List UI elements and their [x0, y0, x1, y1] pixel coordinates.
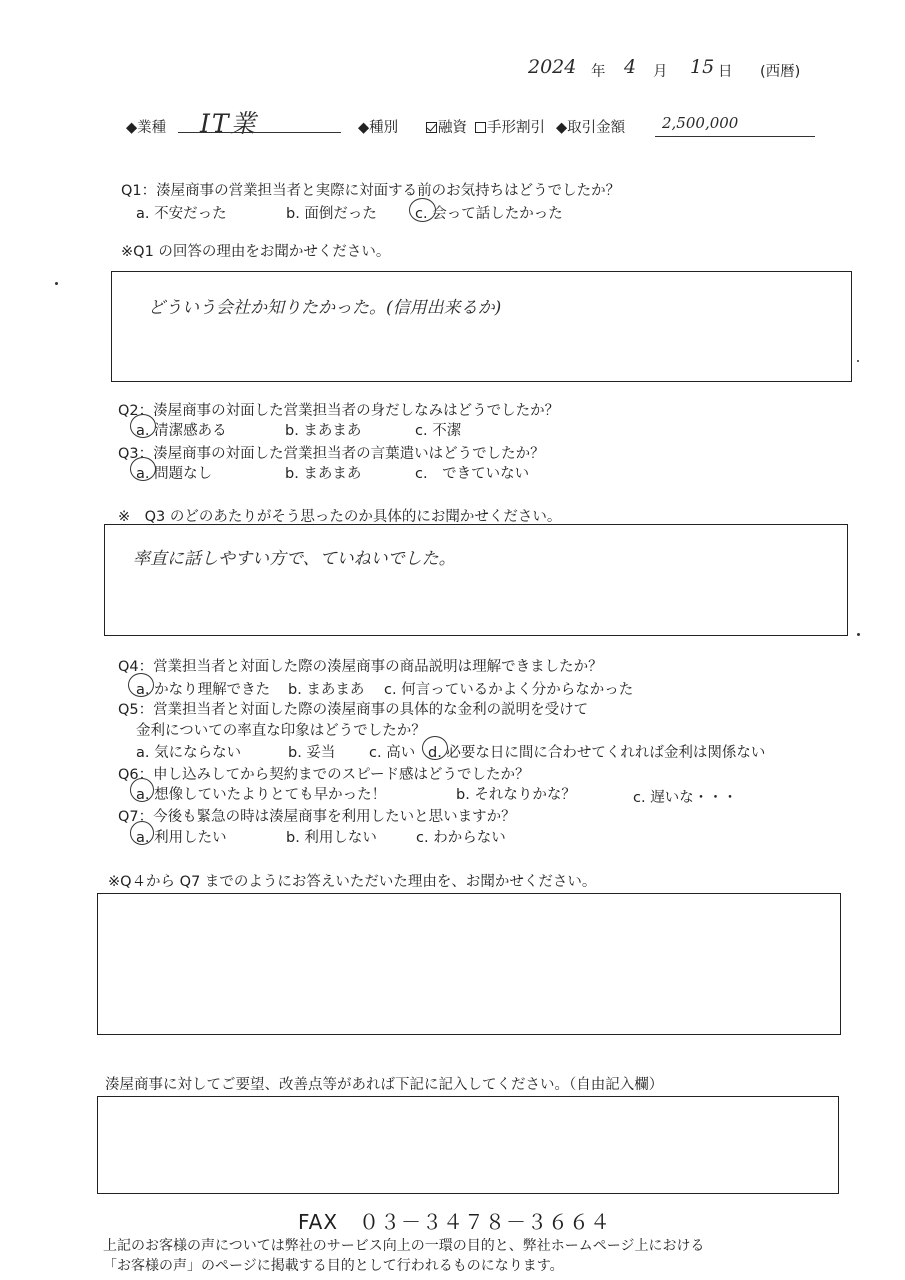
amount-underline [655, 136, 815, 137]
q3-option-a[interactable]: a. 問題なし [136, 466, 213, 482]
q5-question-line2: 金利についての率直な印象はどうでしたか？ [136, 723, 426, 739]
q3-selection-circle [130, 457, 156, 481]
q6-question: Q6：申し込みしてから契約までのスピード感はどうでしたか？ [118, 767, 530, 783]
q7-selection-circle [130, 821, 154, 845]
amount-label: ◆取引金額 [556, 120, 626, 136]
year-unit: 年 [591, 64, 606, 80]
q6-option-c[interactable]: c. 遅いな・・・ [633, 790, 738, 806]
q1-question: Q1：湊屋商事の営業担当者と実際に対面する前のお気持ちはどうでしたか？ [121, 183, 621, 199]
q7-option-c[interactable]: c. わからない [416, 830, 506, 846]
date-month: 4 [624, 56, 637, 78]
q3-reason-answer: 率直に話しやすい方で、ていねいでした。 [133, 549, 456, 569]
q47-reason-prompt: ※Q４から Q7 までのようにお答えいただいた理由を、お聞かせください。 [108, 874, 597, 890]
date-day: 15 [690, 56, 715, 78]
bill-option[interactable] [475, 116, 545, 137]
q2-question: Q2：湊屋商事の対面した営業担当者の身だしなみはどうでしたか？ [118, 403, 560, 419]
q5-option-b[interactable]: b. 妥当 [288, 745, 336, 761]
q6-selection-circle [130, 778, 154, 802]
q2-option-a[interactable]: a. 清潔感ある [136, 423, 227, 439]
q5-selection-circle [422, 736, 448, 760]
industry-label: ◆業種 [126, 120, 167, 136]
q4-question: Q4：営業担当者と対面した際の湊屋商事の商品説明は理解できましたか？ [118, 659, 603, 675]
q3-reason-prompt: ※ Q3 のどのあたりがそう思ったのか具体的にお聞かせください。 [118, 509, 562, 525]
fax-number: FAX ０３－３４７８－３６６４ [298, 1210, 612, 1234]
q1-option-a[interactable]: a. 不安だった [136, 206, 227, 222]
requests-prompt: 湊屋商事に対してご要望、改善点等があれば下記に記入してください。（自由記入欄） [105, 1077, 664, 1093]
q1-reason-answer: どういう会社か知りたかった。(信用出来るか) [148, 298, 502, 318]
date-year: 2024 [528, 56, 577, 78]
requests-box[interactable] [97, 1096, 839, 1194]
industry-value[interactable]: IT業 [200, 109, 258, 138]
loan-option[interactable] [426, 116, 467, 137]
footer-note-line2: 「お客様の声」のページに掲載する目的として行われるものになります。 [103, 1258, 564, 1274]
scan-speck [857, 360, 859, 362]
month-unit: 月 [653, 64, 668, 80]
q4-selection-circle [128, 673, 154, 697]
q7-option-b[interactable]: b. 利用しない [286, 830, 377, 846]
q4-option-b[interactable]: b. まあまあ [288, 682, 365, 698]
q3-option-b[interactable]: b. まあまあ [285, 466, 362, 482]
scan-speck [55, 282, 58, 285]
q1-selection-circle [409, 198, 436, 222]
q5-option-c[interactable]: c. 高い [369, 745, 416, 761]
q1-option-b[interactable]: b. 面倒だった [286, 206, 377, 222]
q1-reason-prompt: ※Q1 の回答の理由をお聞かせください。 [121, 244, 391, 260]
era-label: (西暦) [760, 64, 801, 80]
bill-checkbox[interactable] [475, 122, 486, 133]
q5-option-a[interactable]: a. 気にならない [136, 745, 242, 761]
loan-option-label: 融資 [438, 120, 467, 136]
q6-option-a[interactable]: a. 想像していたよりとても早かった！ [136, 787, 387, 803]
q2-option-c[interactable]: c. 不潔 [415, 423, 462, 439]
q2-option-b[interactable]: b. まあまあ [285, 423, 362, 439]
bill-option-label: 手形割引 [487, 120, 545, 136]
q3-option-c[interactable]: c. できていない [415, 466, 530, 482]
q5-question-line1: Q5：営業担当者と対面した際の湊屋商事の具体的な金利の説明を受けて [118, 702, 589, 718]
amount-value[interactable]: 2,500,000 [662, 114, 739, 132]
q7-question: Q7：今後も緊急の時は湊屋商事を利用したいと思いますか？ [118, 809, 516, 825]
q4-option-c[interactable]: c. 何言っているかよく分からなかった [384, 682, 634, 698]
loan-checkbox[interactable] [426, 122, 437, 133]
scan-speck [857, 633, 860, 636]
q3-reason-box[interactable] [104, 524, 848, 636]
q6-option-b[interactable]: b. それなりかな？ [456, 787, 576, 803]
footer-note-line1: 上記のお客様の声については弊社のサービス向上の一環の目的と、弊社ホームページ上における [103, 1238, 705, 1254]
q2-selection-circle [130, 414, 156, 438]
q47-reason-box[interactable] [97, 893, 841, 1035]
q1-option-c[interactable]: c. 会って話したかった [415, 206, 563, 222]
q1-reason-box[interactable] [111, 271, 852, 382]
industry-underline [178, 132, 341, 133]
q4-option-a[interactable]: a. かなり理解できた [136, 682, 271, 698]
q7-option-a[interactable]: a. 利用したい [136, 830, 227, 846]
q3-question: Q3：湊屋商事の対面した営業担当者の言葉遣いはどうでしたか？ [118, 446, 545, 462]
day-unit: 日 [718, 64, 733, 80]
q5-option-d[interactable]: d. 必要な日に間に合わせてくれれば金利は関係ない [428, 745, 766, 761]
type-label: ◆種別 [358, 120, 399, 136]
